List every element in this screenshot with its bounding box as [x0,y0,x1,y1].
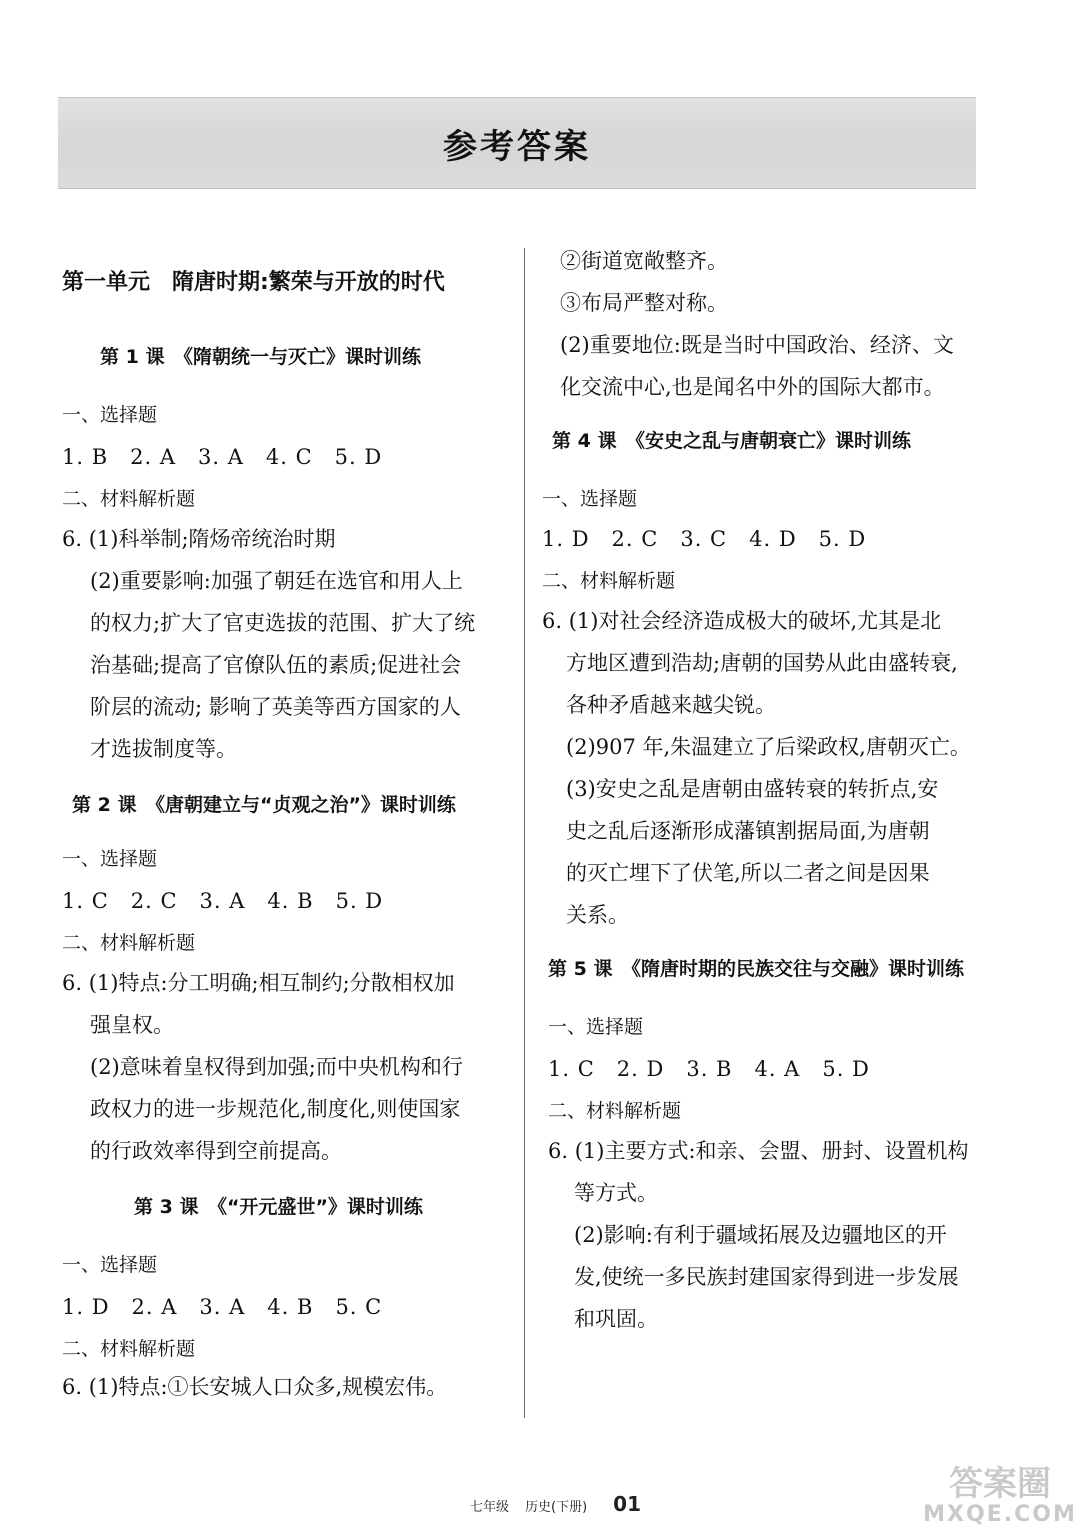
lesson4-q6-line: (2)907 年,朱温建立了后梁政权,唐朝灭亡。 [566,735,971,759]
lesson2-analysis-heading: 二、材料解析题 [62,932,196,954]
column-divider [524,248,525,1418]
lesson4-q6-line: 各种矛盾越来越尖锐。 [566,693,776,717]
lesson3-choice-heading: 一、选择题 [62,1254,158,1276]
lesson5-q6-line: 发,使统一多民族封建国家得到进一步发展 [574,1265,959,1289]
footer-grade: 七年级 [470,1500,510,1515]
lesson4-title: 第 4 课 《安史之乱与唐朝衰亡》课时训练 [552,430,911,452]
lesson3-cont-line: ③布局严整对称。 [560,291,728,315]
lesson2-q6-line: 政权力的进一步规范化,制度化,则使国家 [90,1097,461,1121]
footer-subject: 历史(下册) [525,1500,588,1515]
lesson2-q6-line: 6. (1)特点:分工明确;相互制约;分散相权加 [62,971,455,995]
lesson4-q6-line: 史之乱后逐渐形成藩镇割据局面,为唐朝 [566,819,930,843]
lesson2-choice-answers: 1. C 2. C 3. A 4. B 5. D [62,889,384,913]
lesson5-choice-answers: 1. C 2. D 3. B 4. A 5. D [548,1057,870,1081]
lesson1-q6-line: 6. (1)科举制;隋炀帝统治时期 [62,527,336,551]
watermark-logo [918,1462,1082,1530]
lesson5-title: 第 5 课 《隋唐时期的民族交往与交融》课时训练 [548,958,964,980]
lesson3-cont-line: (2)重要地位:既是当时中国政治、经济、文 [560,333,954,357]
lesson1-q6-line: 才选拔制度等。 [90,737,237,761]
lesson3-cont-line: 化交流中心,也是闻名中外的国际大都市。 [560,375,945,399]
lesson3-analysis-heading: 二、材料解析题 [62,1338,196,1360]
lesson5-q6-line: (2)影响:有利于疆域拓展及边疆地区的开 [574,1223,947,1247]
lesson4-choice-heading: 一、选择题 [542,488,638,510]
lesson4-q6-line: 的灭亡埋下了伏笔,所以二者之间是因果 [566,861,930,885]
page-footer [470,1492,641,1516]
lesson4-q6-line: (3)安史之乱是唐朝由盛转衰的转折点,安 [566,777,939,801]
lesson1-q6-line: 阶层的流动; 影响了英美等西方国家的人 [90,695,461,719]
lesson4-analysis-heading: 二、材料解析题 [542,570,676,592]
lesson1-q6-line: 的权力;扩大了官吏选拔的范围、扩大了统 [90,611,476,635]
unit-title: 第一单元 隋唐时期:繁荣与开放的时代 [62,270,445,295]
lesson4-q6-line: 关系。 [566,903,629,927]
lesson2-title: 第 2 课 《唐朝建立与“贞观之治”》课时训练 [72,794,456,816]
lesson2-q6-line: 的行政效率得到空前提高。 [90,1139,342,1163]
lesson4-choice-answers: 1. D 2. C 3. C 4. D 5. D [542,527,867,551]
lesson3-choice-answers: 1. D 2. A 3. A 4. B 5. C [62,1295,383,1319]
page-number: 01 [613,1492,642,1516]
page-title: 参考答案 [443,126,591,167]
lesson1-q6-line: 治基础;提高了官僚队伍的素质;促进社会 [90,653,462,677]
lesson5-choice-heading: 一、选择题 [548,1016,644,1038]
lesson1-title: 第 1 课 《隋朝统一与灭亡》课时训练 [100,346,421,368]
lesson3-q6-line: 6. (1)特点:①长安城人口众多,规模宏伟。 [62,1375,448,1399]
watermark-url: MXQE.COM [923,1501,1077,1527]
lesson5-q6-line: 6. (1)主要方式:和亲、会盟、册封、设置机构 [548,1139,969,1163]
lesson5-q6-line: 等方式。 [574,1181,658,1205]
lesson1-choice-heading: 一、选择题 [62,404,158,426]
lesson3-title: 第 3 课 《“开元盛世”》课时训练 [134,1196,423,1218]
lesson5-analysis-heading: 二、材料解析题 [548,1100,682,1122]
title-banner [58,97,976,189]
lesson1-analysis-heading: 二、材料解析题 [62,488,196,510]
lesson2-q6-line: 强皇权。 [90,1013,174,1037]
lesson3-cont-line: ②街道宽敞整齐。 [560,249,728,273]
lesson5-q6-line: 和巩固。 [574,1307,658,1331]
lesson1-q6-line: (2)重要影响:加强了朝廷在选官和用人上 [90,569,463,593]
lesson4-q6-line: 6. (1)对社会经济造成极大的破坏,尤其是北 [542,609,942,633]
lesson2-choice-heading: 一、选择题 [62,848,158,870]
lesson1-choice-answers: 1. B 2. A 3. A 4. C 5. D [62,445,383,469]
lesson2-q6-line: (2)意味着皇权得到加强;而中央机构和行 [90,1055,463,1079]
watermark-text: 答案圈 [949,1463,1051,1504]
lesson4-q6-line: 方地区遭到浩劫;唐朝的国势从此由盛转衰, [566,651,958,675]
